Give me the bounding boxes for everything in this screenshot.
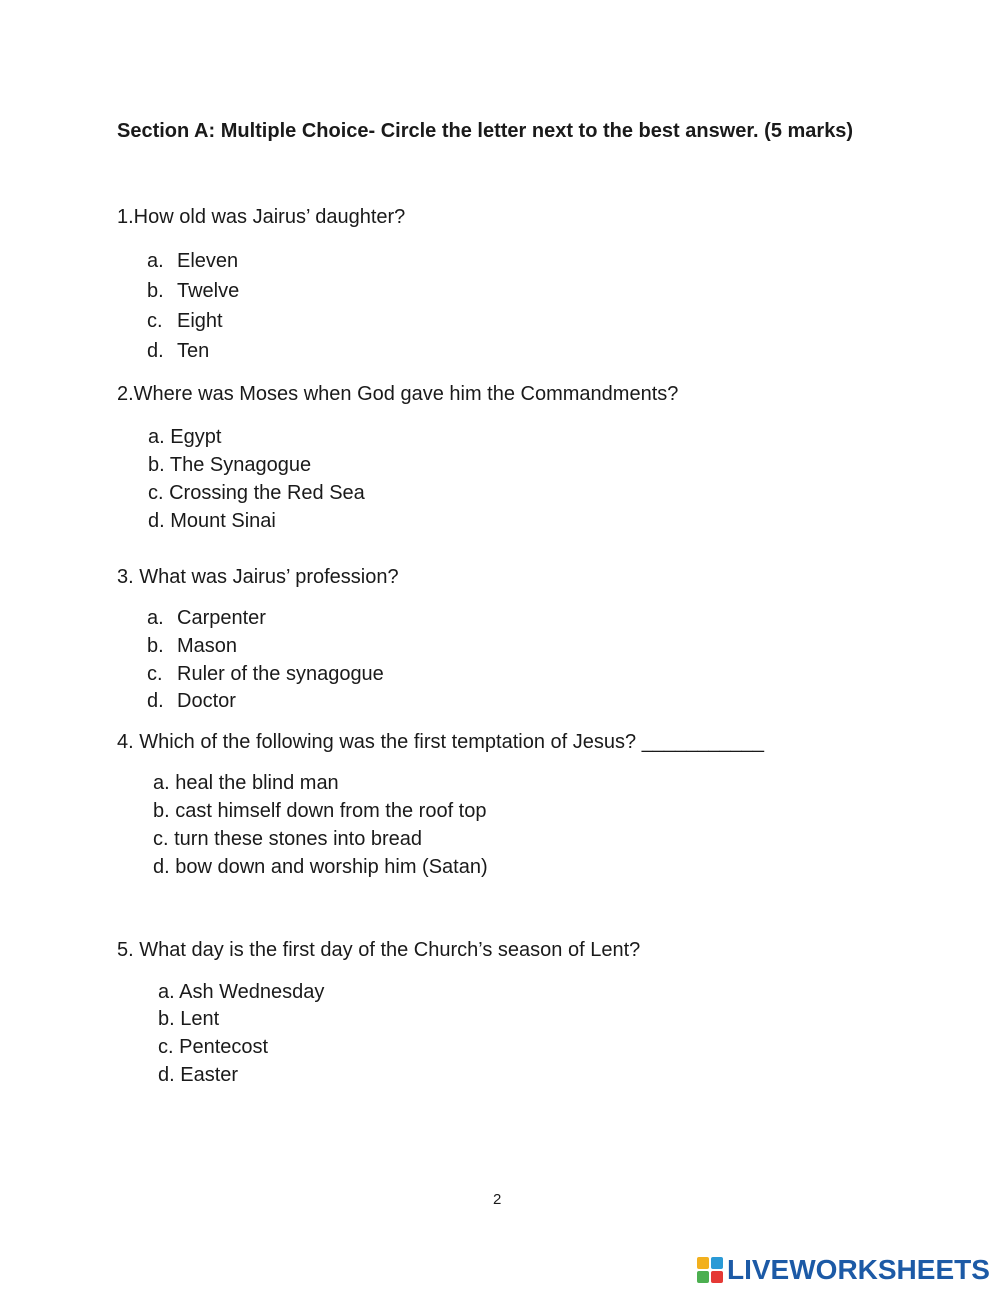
option-letter: a. (147, 607, 164, 629)
question-3-text: 3. What was Jairus’ profession? (117, 566, 399, 588)
option-text: Ten (177, 340, 210, 362)
question-2-option-d[interactable]: d. Mount Sinai (148, 510, 276, 532)
question-4-option-c[interactable]: c. turn these stones into bread (153, 828, 423, 850)
question-2-option-c[interactable]: c. Crossing the Red Sea (148, 482, 365, 504)
question-5-text: 5. What day is the first day of the Church’s season of Lent? (117, 939, 641, 961)
question-5-option-a[interactable]: a. Ash Wednesday (158, 981, 325, 1003)
logo-text: LIVEWORKSHEETS (727, 1254, 990, 1285)
option-letter: d. (147, 690, 164, 712)
logo-blocks-icon (697, 1257, 723, 1283)
page-number: 2 (493, 1191, 502, 1208)
option-text: Carpenter (177, 607, 266, 629)
option-letter: c. (147, 663, 163, 685)
option-text: Twelve (177, 280, 240, 302)
option-text: Doctor (177, 690, 236, 712)
question-1-text: 1.How old was Jairus’ daughter? (117, 206, 406, 228)
question-3-option-a[interactable] (147, 607, 266, 630)
option-letter: d. (147, 340, 164, 362)
question-1-option-d[interactable] (147, 340, 209, 363)
option-letter: b. (147, 635, 164, 657)
question-4-option-d[interactable]: d. bow down and worship him (Satan) (153, 856, 488, 878)
option-text: Eleven (177, 250, 239, 272)
question-1-option-c[interactable] (147, 310, 223, 333)
option-letter: c. (147, 310, 163, 332)
logo-block (711, 1257, 723, 1269)
question-3-option-b[interactable] (147, 635, 237, 658)
question-1-option-a[interactable] (147, 250, 238, 273)
option-text: Ruler of the synagogue (177, 663, 384, 685)
question-4-option-a[interactable]: a. heal the blind man (153, 772, 339, 794)
section-heading: Section A: Multiple Choice- Circle the letter next to the best answer. (5 marks) (117, 120, 854, 142)
question-1-option-b[interactable] (147, 280, 239, 303)
question-5-option-b[interactable]: b. Lent (158, 1008, 220, 1030)
question-5-option-d[interactable]: d. Easter (158, 1064, 239, 1086)
liveworksheets-logo (697, 1254, 990, 1286)
option-text: Eight (177, 310, 223, 332)
option-letter: b. (147, 280, 164, 302)
question-2-option-a[interactable]: a. Egypt (148, 426, 222, 448)
logo-block (697, 1257, 709, 1269)
option-text: Mason (177, 635, 238, 657)
question-3-option-d[interactable] (147, 690, 236, 713)
question-5-option-c[interactable]: c. Pentecost (158, 1036, 269, 1058)
question-2-option-b[interactable]: b. The Synagogue (148, 454, 312, 476)
option-letter: a. (147, 250, 164, 272)
question-2-text: 2.Where was Moses when God gave him the Commandments? (117, 383, 679, 405)
question-4-text: 4. Which of the following was the first temptation of Jesus? ___________ (117, 731, 765, 753)
question-3-option-c[interactable] (147, 663, 384, 686)
logo-block (711, 1271, 723, 1283)
logo-block (697, 1271, 709, 1283)
question-4-option-b[interactable]: b. cast himself down from the roof top (153, 800, 487, 822)
